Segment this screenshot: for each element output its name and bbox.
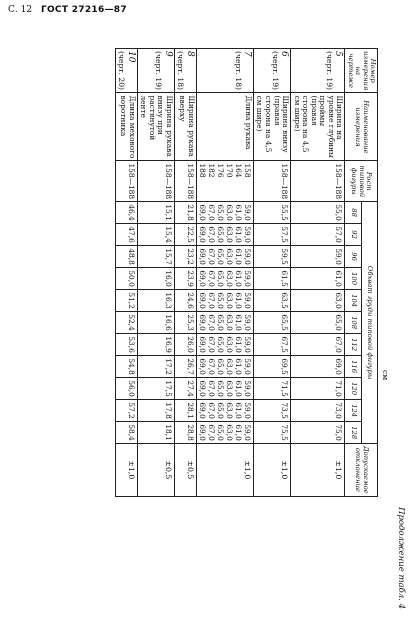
row-tolerance: ±1,0	[253, 444, 290, 497]
row-drawing-ref: (черт. 19)	[270, 51, 280, 90]
value-line: 61,0	[233, 336, 243, 353]
value-cell	[196, 312, 253, 334]
row-number	[253, 49, 290, 93]
value-line: 63,0	[224, 424, 234, 441]
row-rost: 158—188	[137, 161, 174, 202]
value-cell: 27,4	[174, 378, 196, 400]
row-tolerance: ±0,5	[174, 444, 196, 497]
col-header-rost: Рост типовой фигуры	[345, 161, 378, 202]
value-line: 59,0	[242, 336, 252, 353]
value-cell: 48,8	[115, 246, 137, 268]
size-header-100: 100	[345, 268, 361, 290]
value-line: 59,0	[242, 226, 252, 243]
value-line: 63,0	[224, 204, 234, 221]
value-line: 65,0	[215, 424, 225, 441]
value-cell: 17,2	[137, 356, 174, 378]
value-cell: 21,8	[174, 202, 196, 224]
value-cell: 28,1	[174, 400, 196, 422]
value-cell: 15,7	[137, 246, 174, 268]
value-line: 61,0	[233, 226, 243, 243]
row-name: Ширина внизу (правая сторона на 4,5 см шире)	[253, 93, 290, 161]
col-header-num: Номер измерения на чертеже	[345, 49, 378, 93]
value-line: 59,0	[242, 358, 252, 375]
value-cell: 23,9	[174, 268, 196, 290]
value-line: 69,0	[197, 358, 207, 375]
value-cell: 57,5	[253, 224, 290, 246]
rost-value: 176	[215, 163, 225, 178]
value-line: 69,0	[197, 292, 207, 309]
value-line: 63,0	[224, 358, 234, 375]
value-line: 67,0	[206, 292, 216, 309]
value-line: 61,0	[233, 248, 243, 265]
row-tolerance: ±1,0	[115, 444, 137, 497]
value-cell: 67,5	[253, 334, 290, 356]
row-drawing-ref: (черт. 18)	[233, 51, 243, 90]
rost-value: 188	[197, 163, 207, 178]
rost-value: 164	[233, 163, 243, 178]
table-row	[115, 49, 137, 497]
value-cell	[196, 400, 253, 422]
value-line: 63,0	[224, 248, 234, 265]
value-cell	[196, 422, 253, 444]
value-line: 65,0	[215, 204, 225, 221]
row-number-value: 6	[279, 51, 290, 57]
row-number	[174, 49, 196, 93]
value-cell: 26,7	[174, 356, 196, 378]
value-cell: 24,6	[174, 290, 196, 312]
value-line: 63,0	[224, 292, 234, 309]
value-cell: 61,5	[253, 268, 290, 290]
value-line: 69,0	[197, 424, 207, 441]
value-cell: 59,5	[253, 246, 290, 268]
value-cell: 67,0	[291, 334, 345, 356]
value-line: 67,0	[206, 402, 216, 419]
col-header-tolerance: Допускаемое отклонение	[345, 444, 378, 497]
value-line: 67,0	[206, 270, 216, 287]
value-line: 61,0	[233, 270, 243, 287]
value-cell: 56,0	[115, 378, 137, 400]
row-number-value: 5	[333, 51, 344, 57]
row-name: Длина мехового воротника	[115, 93, 137, 161]
size-header-96: 96	[345, 246, 361, 268]
value-line: 69,0	[197, 270, 207, 287]
rost-value: 170	[224, 163, 234, 178]
value-line: 69,0	[197, 204, 207, 221]
unit-label: см	[381, 370, 390, 381]
value-line: 65,0	[215, 380, 225, 397]
value-line: 67,0	[206, 424, 216, 441]
row-rost: 158—188	[291, 161, 345, 202]
value-cell	[196, 268, 253, 290]
size-header-92: 92	[345, 224, 361, 246]
row-number-value: 8	[184, 51, 195, 57]
value-cell	[196, 224, 253, 246]
value-line: 65,0	[215, 226, 225, 243]
size-header-128: 128	[345, 422, 361, 444]
value-line: 65,0	[215, 292, 225, 309]
value-cell	[196, 290, 253, 312]
value-line: 69,0	[197, 314, 207, 331]
value-line: 61,0	[233, 358, 243, 375]
value-cell: 61,0	[291, 268, 345, 290]
value-line: 65,0	[215, 270, 225, 287]
value-cell: 69,0	[291, 356, 345, 378]
row-tolerance: ±1,0	[291, 444, 345, 497]
rotated-table-area	[18, 48, 406, 613]
value-cell: 22,5	[174, 224, 196, 246]
value-cell: 23,2	[174, 246, 196, 268]
value-line: 69,0	[197, 248, 207, 265]
value-line: 59,0	[242, 270, 252, 287]
value-cell: 73,0	[291, 400, 345, 422]
value-cell: 65,0	[291, 312, 345, 334]
row-drawing-ref: (черт. 20)	[117, 51, 127, 90]
value-line: 63,0	[224, 270, 234, 287]
col-header-name: Наименование измерения	[345, 93, 378, 161]
value-cell: 71,0	[291, 378, 345, 400]
value-line: 65,0	[215, 336, 225, 353]
rost-value: 158	[242, 163, 252, 178]
value-line: 61,0	[233, 380, 243, 397]
value-line: 59,0	[242, 424, 252, 441]
value-line: 67,0	[206, 226, 216, 243]
value-cell: 57,0	[291, 224, 345, 246]
size-header-116: 116	[345, 356, 361, 378]
page-number: С. 12	[8, 5, 33, 15]
table-row	[196, 49, 253, 497]
row-drawing-ref: (черт. 19)	[324, 51, 334, 90]
rost-value: 182	[206, 163, 216, 178]
value-cell: 65,5	[253, 312, 290, 334]
row-number	[137, 49, 174, 93]
value-cell	[196, 202, 253, 224]
table-row	[137, 49, 174, 497]
row-number	[196, 49, 253, 93]
value-line: 65,0	[215, 314, 225, 331]
value-line: 69,0	[197, 336, 207, 353]
value-cell: 75,0	[291, 422, 345, 444]
value-line: 69,0	[197, 226, 207, 243]
size-header-112: 112	[345, 334, 361, 356]
value-cell	[196, 356, 253, 378]
value-cell: 53,6	[115, 334, 137, 356]
value-cell: 16,3	[137, 290, 174, 312]
row-name: Ширина рукава внизу при растянутой ленте	[137, 93, 174, 161]
row-drawing-ref: (черт. 18)	[176, 51, 186, 90]
measurements-table	[115, 48, 378, 497]
row-number	[115, 49, 137, 93]
value-cell: 16,0	[137, 268, 174, 290]
value-line: 63,0	[224, 314, 234, 331]
row-rost: 158—188	[253, 161, 290, 202]
value-cell: 73,5	[253, 400, 290, 422]
value-cell: 46,4	[115, 202, 137, 224]
table-row	[174, 49, 196, 497]
value-cell: 63,5	[253, 290, 290, 312]
value-line: 67,0	[206, 204, 216, 221]
value-cell: 75,5	[253, 422, 290, 444]
value-cell: 57,2	[115, 400, 137, 422]
value-line: 67,0	[206, 358, 216, 375]
value-line: 59,0	[242, 380, 252, 397]
table-row	[291, 49, 345, 497]
size-header-104: 104	[345, 290, 361, 312]
row-name: Длина рукава	[196, 93, 253, 161]
value-cell: 55,0	[291, 202, 345, 224]
value-line: 67,0	[206, 380, 216, 397]
value-line: 61,0	[233, 204, 243, 221]
col-header-group: Обхват груди типовой фигуры	[361, 202, 377, 444]
size-header-88: 88	[345, 202, 361, 224]
value-line: 63,0	[224, 402, 234, 419]
value-cell: 51,2	[115, 290, 137, 312]
value-cell: 15,1	[137, 202, 174, 224]
value-cell: 52,4	[115, 312, 137, 334]
table-body	[115, 49, 345, 497]
row-number-value: 7	[241, 51, 252, 57]
value-cell: 15,4	[137, 224, 174, 246]
value-line: 65,0	[215, 248, 225, 265]
value-cell: 47,6	[115, 224, 137, 246]
row-drawing-ref: (черт. 19)	[154, 51, 164, 90]
value-cell: 28,8	[174, 422, 196, 444]
value-line: 63,0	[224, 380, 234, 397]
value-line: 67,0	[206, 248, 216, 265]
value-cell: 16,9	[137, 334, 174, 356]
value-cell: 63,0	[291, 290, 345, 312]
value-cell: 59,0	[291, 246, 345, 268]
value-line: 65,0	[215, 402, 225, 419]
value-cell	[196, 246, 253, 268]
value-cell: 17,5	[137, 378, 174, 400]
value-cell: 25,3	[174, 312, 196, 334]
value-cell: 54,8	[115, 356, 137, 378]
row-tolerance: ±0,5	[137, 444, 174, 497]
value-cell: 26,0	[174, 334, 196, 356]
value-line: 61,0	[233, 314, 243, 331]
row-rost: 158—188	[115, 161, 137, 202]
value-line: 61,0	[233, 292, 243, 309]
value-cell: 17,8	[137, 400, 174, 422]
value-line: 63,0	[224, 226, 234, 243]
row-rost-list	[196, 161, 253, 202]
row-number	[291, 49, 345, 93]
row-tolerance: ±1,0	[196, 444, 253, 497]
value-line: 59,0	[242, 314, 252, 331]
value-line: 61,0	[233, 424, 243, 441]
size-header-120: 120	[345, 378, 361, 400]
row-rost: 158—188	[174, 161, 196, 202]
value-cell: 71,5	[253, 378, 290, 400]
standard-number: ГОСТ 27216—87	[40, 5, 127, 15]
value-line: 65,0	[215, 358, 225, 375]
value-cell	[196, 378, 253, 400]
value-line: 59,0	[242, 248, 252, 265]
value-line: 67,0	[206, 336, 216, 353]
row-name: Ширина рукава вверху	[174, 93, 196, 161]
value-cell: 50,0	[115, 268, 137, 290]
value-line: 61,0	[233, 402, 243, 419]
table-row	[253, 49, 290, 497]
value-line: 59,0	[242, 204, 252, 221]
page-header	[8, 5, 127, 15]
value-cell: 18,1	[137, 422, 174, 444]
value-line: 59,0	[242, 402, 252, 419]
row-number-value: 10	[125, 51, 136, 63]
value-line: 59,0	[242, 292, 252, 309]
size-header-124: 124	[345, 400, 361, 422]
continuation-label: Продолжение табл. 4	[396, 507, 406, 609]
size-header-108: 108	[345, 312, 361, 334]
value-line: 69,0	[197, 402, 207, 419]
value-line: 69,0	[197, 380, 207, 397]
value-line: 63,0	[224, 336, 234, 353]
value-cell: 69,5	[253, 356, 290, 378]
row-name: Ширина на уровне глубины проймы (правая сторона на 4,5 см шире)	[291, 93, 345, 161]
value-cell: 58,4	[115, 422, 137, 444]
value-line: 67,0	[206, 314, 216, 331]
value-cell: 16,6	[137, 312, 174, 334]
row-number-value: 9	[162, 51, 173, 57]
value-cell: 55,5	[253, 202, 290, 224]
value-cell	[196, 334, 253, 356]
